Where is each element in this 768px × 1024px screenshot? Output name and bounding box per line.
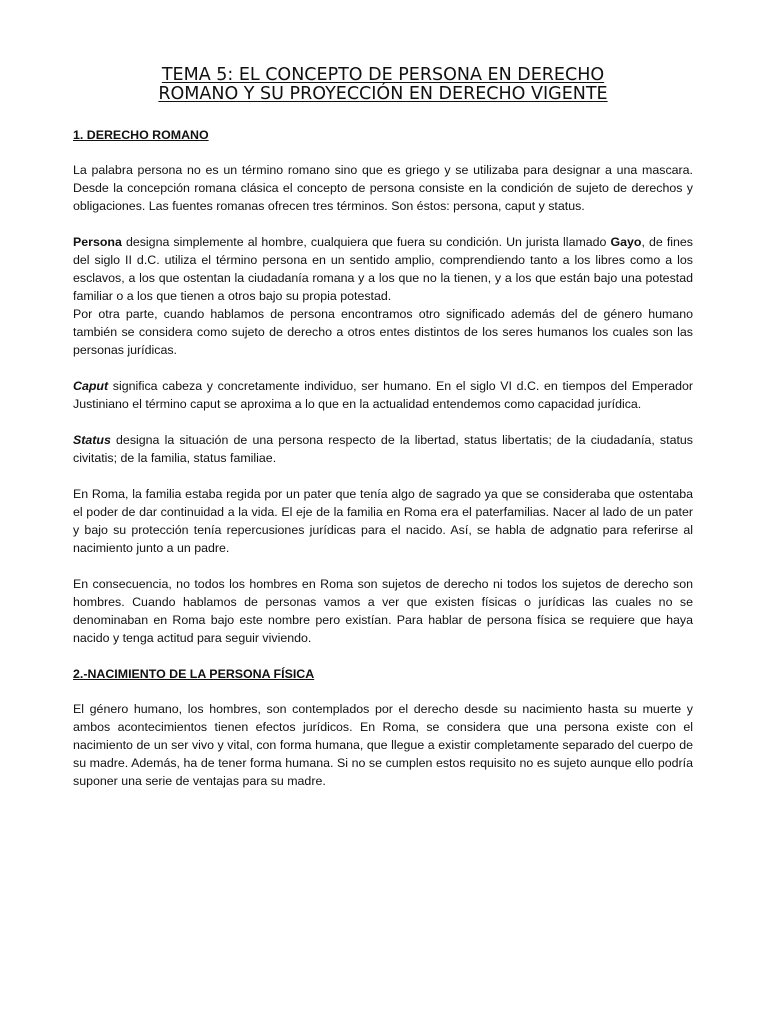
term-persona: Persona bbox=[73, 235, 122, 249]
term-status: Status bbox=[73, 433, 111, 447]
paragraph-palabra-persona: La palabra persona no es un término romano sino que es griego y se utilizaba para designar a una mascara. Desde la concepción romana clásica el concepto de persona consiste en la condición de sujeto de derechos y obligaciones. Las fuentes romanas ofrecen tres términos. Son éstos: persona, caput y status. bbox=[73, 163, 693, 213]
document-title bbox=[73, 66, 693, 104]
paragraph-status bbox=[73, 431, 693, 467]
title-line-2: ROMANO Y SU PROYECCIÓN EN DERECHO VIGENTE bbox=[158, 84, 608, 104]
paragraph-caput-text: significa cabeza y concretamente individuo, ser humano. En el siglo VI d.C. en tiempos del Emperador Justiniano el término caput se aproxima a lo que en la actualidad entendemos como capacidad jurídica. bbox=[73, 379, 693, 411]
paragraph-caput bbox=[73, 377, 693, 413]
paragraph-status-text: designa la situación de una persona respecto de la libertad, status libertatis; de la ciudadanía, status civitatis; de la familia, status familiae. bbox=[73, 433, 693, 465]
term-gayo: Gayo bbox=[610, 235, 642, 249]
section-heading-nacimiento: 2.-NACIMIENTO DE LA PERSONA FÍSICA bbox=[73, 667, 315, 681]
paragraph-persona-text-a: designa simplemente al hombre, cualquiera que fuera su condición. Un jurista llamado bbox=[121, 235, 611, 249]
paragraph-consecuencia: En consecuencia, no todos los hombres en Roma son sujetos de derecho ni todos los sujetos de derecho son hombres. Cuando hablamos de personas vamos a ver que existen físicas o jurídicas las cuales no se denominaban en Roma bajo este nombre pero existían. Para hablar de persona física se requiere que haya nacido y tenga actitud para seguir viviendo. bbox=[73, 577, 693, 645]
paragraph-genero-humano: El género humano, los hombres, son contemplados por el derecho desde su nacimiento hasta su muerte y ambos acontecimientos tienen efectos jurídicos. En Roma, se considera que una persona existe con el nacimiento de un ser vivo y vital, con forma humana, que llegue a existir completamente separado del cuerpo de su madre. Además, ha de tener forma humana. Si no se cumplen estos requisito no es sujeto aunque ello podría suponer una serie de ventajas para su madre. bbox=[73, 702, 693, 788]
paragraph-persona-text-b: , de fines del siglo II d.C. utiliza el término persona en un sentido amplio, comprendiendo tanto a los libres como a los esclavos, a los que ostentan la ciudadanía romana y a los que no la tienen, y a los que están bajo una potestad familiar o a los que tienen a otros bajo su propia potestad. bbox=[73, 235, 693, 303]
paragraph-familia-roma: En Roma, la familia estaba regida por un pater que tenía algo de sagrado ya que se consideraba que ostentaba el poder de dar continuidad a la vida. El eje de la familia en Roma era el paterfamilias. Nacer al lado de un pater y bajo su protección tenía repercusiones jurídicas para el nacido. Así, se habla de adgnatio para referirse al nacimiento junto a un padre. bbox=[73, 487, 693, 555]
term-caput: Caput bbox=[73, 379, 109, 393]
paragraph-otra-parte: Por otra parte, cuando hablamos de persona encontramos otro significado además del de género humano también se considera como sujeto de derecho a otros entes distintos de los seres humanos los cuales son las personas jurídicas. bbox=[73, 307, 693, 357]
title-line-1: TEMA 5: EL CONCEPTO DE PERSONA EN DERECHO bbox=[161, 65, 605, 85]
section-heading-derecho-romano: 1. DERECHO ROMANO bbox=[73, 128, 209, 142]
paragraph-persona bbox=[73, 233, 693, 305]
document-page bbox=[73, 66, 693, 808]
